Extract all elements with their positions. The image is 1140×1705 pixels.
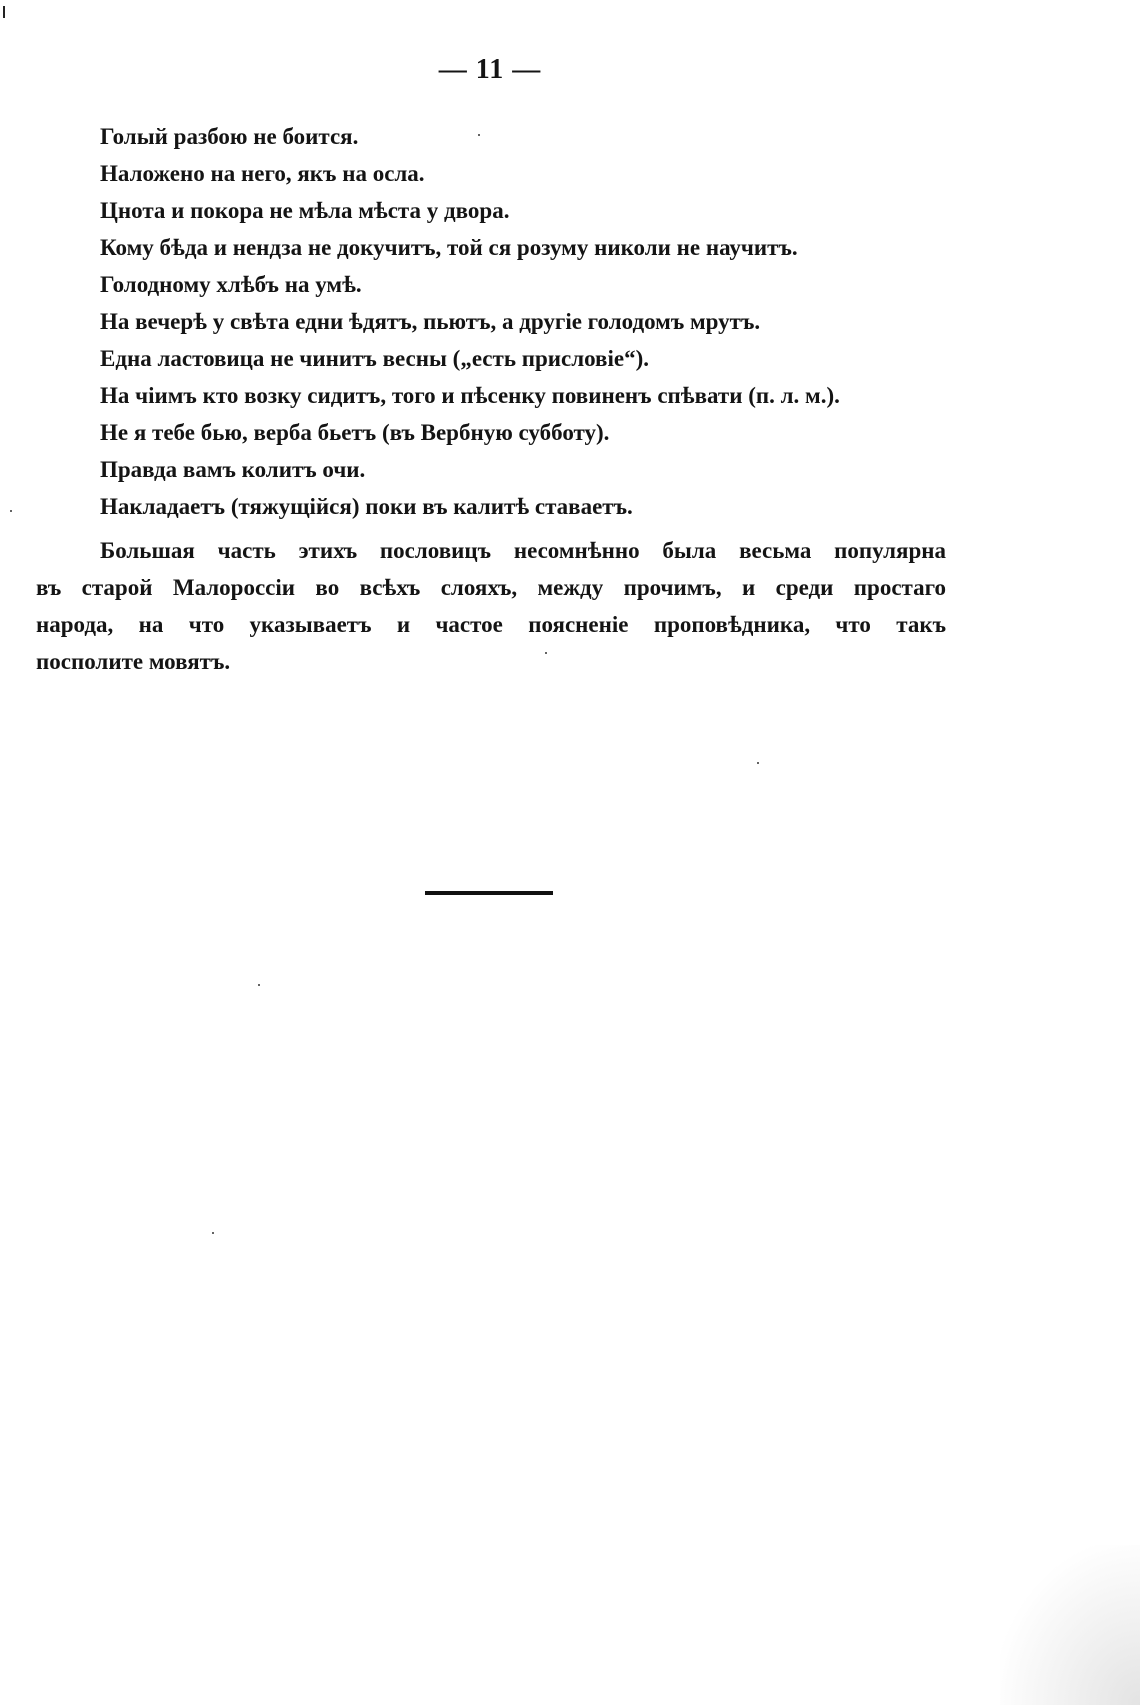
paragraph-line: въ старой Малороссіи во всѣхъ слояхъ, между прочимъ, и среди простаго: [36, 575, 946, 600]
section-end-rule: [425, 891, 553, 895]
closing-paragraph: [36, 532, 946, 680]
proverb-line: Голый разбою не боится.: [100, 124, 359, 149]
ink-speck: [478, 134, 480, 136]
scan-edge-mark: [3, 6, 5, 18]
proverb-list: [100, 118, 960, 525]
page-number: — 11 —: [438, 54, 542, 85]
proverb-line: Наложено на него, якъ на осла.: [100, 161, 425, 186]
paragraph-line: народа, на что указываетъ и частое поясненіе проповѣдника, что такъ: [36, 612, 946, 637]
proverb-line: На чіимъ кто возку сидитъ, того и пѣсенку повиненъ спѣвати (п. л. м.).: [100, 383, 840, 408]
proverb-line: Правда вамъ колитъ очи.: [100, 457, 366, 482]
ink-speck: [258, 984, 260, 986]
proverb-line: Една ластовица не чинитъ весны („есть присловіе“).: [100, 346, 649, 371]
paragraph-line: посполите мовятъ.: [36, 649, 231, 674]
proverb-line: Голодному хлѣбъ на умѣ.: [100, 272, 362, 297]
proverb-line: Кому бѣда и нендза не докучитъ, той ся розуму николи не научитъ.: [100, 235, 798, 260]
ink-speck: [212, 1232, 214, 1234]
page-corner-shadow: [1000, 1545, 1140, 1705]
ink-speck: [10, 510, 12, 512]
paragraph-line: Большая часть этихъ пословицъ несомнѣнно была весьма популярна: [100, 538, 946, 563]
proverb-line: Накладаетъ (тяжущійся) поки въ калитѣ ставаетъ.: [100, 494, 633, 519]
proverb-line: Не я тебе бью, верба бьетъ (въ Вербную субботу).: [100, 420, 610, 445]
ink-speck: [757, 762, 759, 764]
proverb-line: На вечерѣ у свѣта едни ѣдятъ, пьютъ, а другіе голодомъ мрутъ.: [100, 309, 761, 334]
ink-speck: [545, 652, 547, 654]
proverb-line: Цнота и покора не мѣла мѣста у двора.: [100, 198, 510, 223]
